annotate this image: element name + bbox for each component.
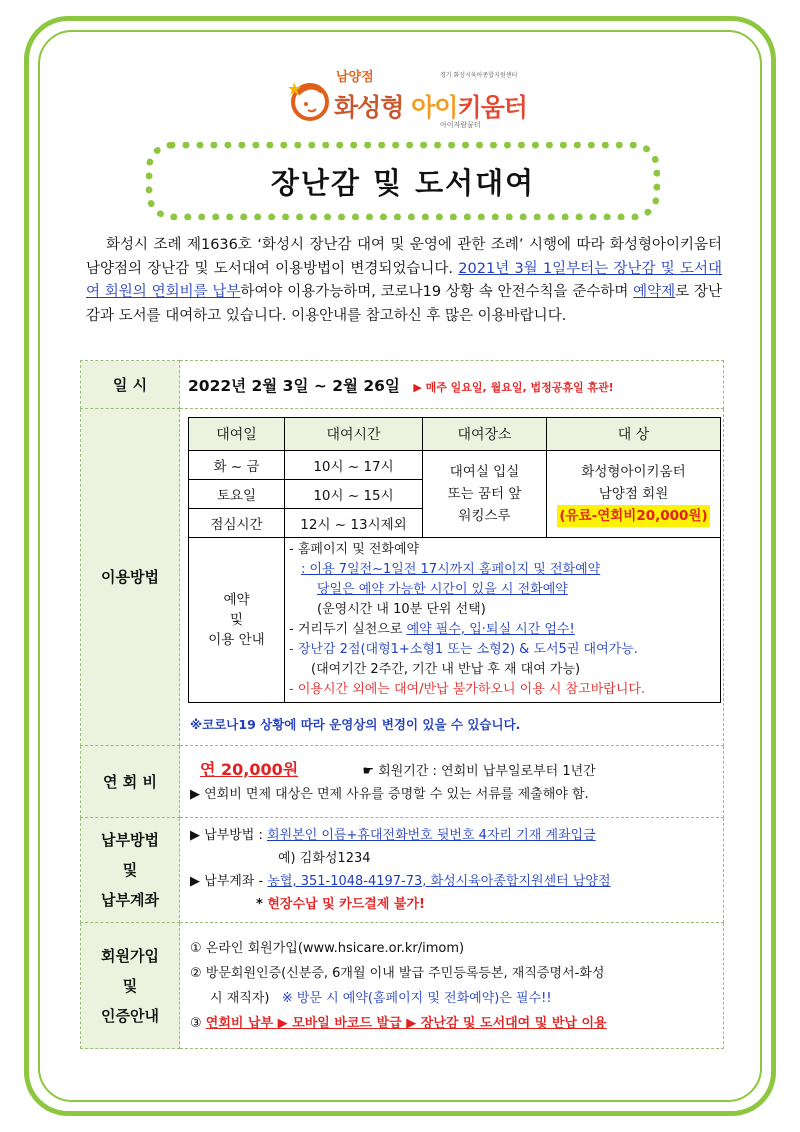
reserve-guide: - 홈페이지 및 전화예약 : 이용 7일전~1일전 17시까지 홈페이지 및 전화예약 당일은 예약 가능한 시간이 있을 시 전화예약 (운영시간 내 10분 단위 선택) - 거리두기 실천으로 예약 필수, 입·퇴실 시간 엄수! - 장난감 2점(대형1+소형1 또는 소형2) & 도서5권 대여가능. (대여기간 2주간, 기간 내 반납 후 재 대여 가능) - 이용시간 외에는 대여/반납 불가하오니 이용 시 참고바랍니다. [285, 538, 721, 703]
table-row-time: 10시 ~ 15시 [285, 480, 423, 509]
intro-highlight-fee: 2021년 3월 1일부터는 장난감 및 도서대여 회원의 연회비를 납부 [86, 260, 722, 300]
payment-note: 현장수납 및 카드결제 불가! [267, 897, 425, 912]
fee-period: ☛ 회원기간 : 연회비 납부일로부터 1년간 [362, 763, 596, 779]
fee-label: 연 회 비 [81, 746, 180, 818]
signup-online: ① 온라인 회원가입(www.hsicare.or.kr/imom) [190, 940, 465, 956]
signup-visit-note: ※ 방문 시 예약(홈페이지 및 전화예약)은 필수!! [281, 990, 552, 1006]
signup-label: 회원가입 및 인증안내 [81, 923, 180, 1049]
fee-amount: 연 20,000원 [200, 759, 299, 779]
reserve-label: 예약 및 이용 안내 [189, 538, 285, 703]
covid-notice: ※코로나19 상황에 따라 운영상의 변경이 있을 수 있습니다. [190, 717, 521, 732]
payment-content: ▶ 납부방법 : 회원본인 이름+휴대전화번호 뒷번호 4자리 기재 계좌입금 예) 김화성1234 ▶ 납부계좌 - 농협, 351-1048-4197-73, 화성시육아종합지원센터 남양점 * 현장수납 및 카드결제 불가! [180, 818, 724, 923]
fee-exempt: ▶ 연회비 면제 대상은 면제 사유를 증명할 수 있는 서류를 제출해야 함. [190, 786, 589, 802]
logo-org: 경기 화성시육아종합지원센터 [440, 72, 518, 79]
signup-visit: ② 방문회원인증(신분증, 6개월 이내 발급 주민등록등본, 재직증명서-화성 [190, 965, 605, 981]
table-row-day: 화 ~ 금 [189, 451, 285, 480]
col-header-place: 대여장소 [423, 418, 547, 451]
schedule-closed-note: ▶ 매주 일요일, 월요일, 법정공휴일 휴관! [413, 380, 614, 394]
title-box [146, 142, 660, 220]
payment-method: 회원본인 이름+휴대전화번호 뒷번호 4자리 기재 계좌입금 [267, 828, 596, 843]
child-face-logo-icon [288, 78, 332, 122]
rental-place: 대여실 입실 또는 꿈터 앞 워킹스루 [423, 451, 547, 538]
logo-subtitle: 아이자람꿈터 [440, 121, 481, 129]
info-table [80, 360, 724, 1049]
signup-content: ① 온라인 회원가입(www.hsicare.or.kr/imom) ② 방문회원인증(신분증, 6개월 이내 발급 주민등록등본, 재직증명서-화성 시 재직자) ※ 방문 시 예약(홈페이지 및 전화예약)은 필수!! ③ 연회비 납부 ▶ 모바일 바코드 발급 ▶ 장난감 및 도서대여 및 반납 이용 [180, 923, 724, 1049]
logo-branch: 남양점 [336, 70, 374, 85]
fee-badge: (유료-연회비20,000원) [557, 505, 709, 527]
table-row-day: 점심시간 [189, 509, 285, 538]
payment-label: 납부방법 및 납부계좌 [81, 818, 180, 923]
usage-cell [180, 409, 724, 746]
schedule-dates: 2022년 2월 3일 ~ 2월 26일 [188, 376, 400, 395]
usage-label: 이용방법 [81, 409, 180, 746]
intro-paragraph: 화성시 조례 제1636호 ‘화성시 장난감 대여 및 운영에 관한 조례’ 시행에 따라 화성형아이키움터 남양점의 장난감 및 도서대여 이용방법이 변경되었습니다. 2021년 3월 1일부터는 장난감 및 도서대여 회원의 연회비를 납부하여야 이용가능하며, 코로나19 상황 속 안전수칙을 준수하며 예약제로 장난감과 도서를 대여하고 있습니다. 이용안내를 참고하신 후 많은 이용바랍니다. [86, 237, 722, 324]
table-row-time: 10시 ~ 17시 [285, 451, 423, 480]
page-title: 장난감 및 도서대여 [270, 165, 536, 200]
col-header-day: 대여일 [189, 418, 285, 451]
payment-example: 예) 김화성1234 [278, 851, 371, 866]
intro-highlight-reserve: 예약제 [633, 284, 676, 300]
schedule-value [180, 361, 724, 409]
table-row-day: 토요일 [189, 480, 285, 509]
schedule-label: 일 시 [81, 361, 180, 409]
payment-account: 농협, 351-1048-4197-73, 화성시육아종합지원센터 남양점 [267, 874, 611, 889]
col-header-target: 대 상 [547, 418, 721, 451]
usage-table [188, 417, 721, 703]
fee-content [180, 746, 724, 818]
logo [284, 64, 544, 134]
signup-steps: 연회비 납부 ▶ 모바일 바코드 발급 ▶ 장난감 및 도서대여 및 반납 이용 [205, 1015, 607, 1031]
rental-target: 화성형아이키움터 남양점 회원 (유료-연회비20,000원) [547, 451, 721, 538]
table-row-time: 12시 ~ 13시제외 [285, 509, 423, 538]
logo-name: 화성형 아이키움터 [334, 93, 527, 122]
col-header-time: 대여시간 [285, 418, 423, 451]
